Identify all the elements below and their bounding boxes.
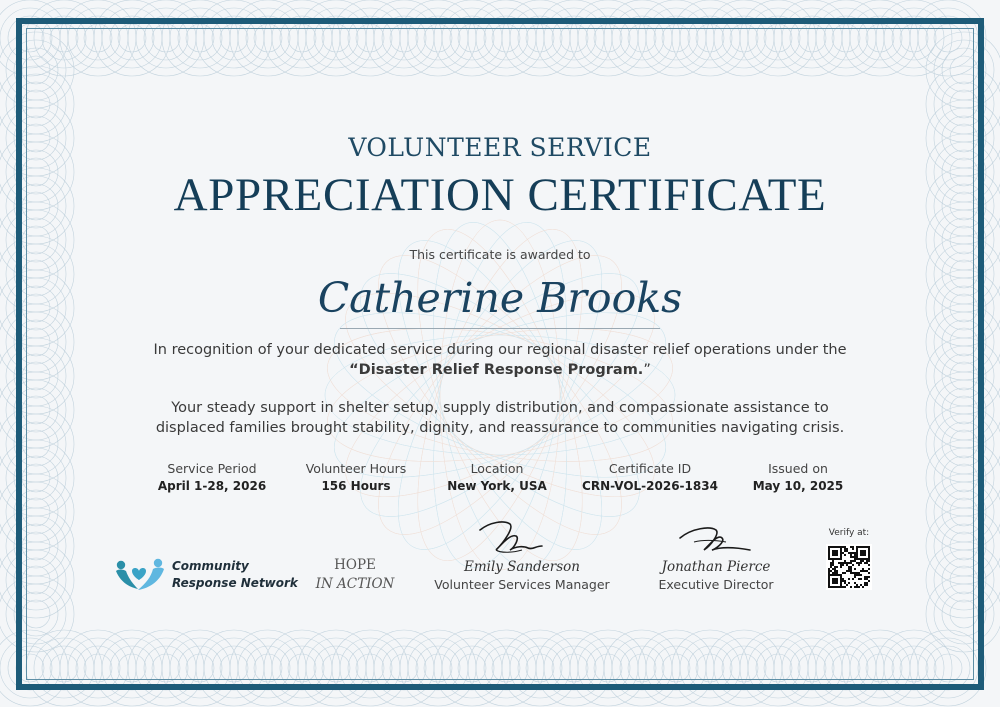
people-heart-icon: [114, 557, 166, 593]
detail-service-period: [132, 460, 292, 495]
signature-jonathan-pierce: [674, 520, 758, 556]
signer-name: Jonathan Pierce: [661, 559, 771, 575]
organization-name-line-1: Community: [172, 559, 249, 573]
support-line-1: Your steady support in shelter setup, supply distribution, and compassionate assistance to: [171, 400, 829, 416]
detail-certificate-id: [570, 460, 730, 495]
detail-label: Location: [470, 461, 524, 476]
detail-issued-on: [718, 460, 878, 495]
verify-label: Verify at:: [828, 528, 870, 538]
detail-volunteer-hours: [276, 460, 436, 495]
signature-block-director: [636, 558, 796, 593]
organization-motto: [300, 556, 410, 594]
detail-label: Issued on: [768, 461, 828, 476]
motto-line-1: HOPE: [334, 557, 376, 573]
closing-quote: ”: [643, 362, 651, 378]
signer-title: Volunteer Services Manager: [434, 577, 610, 592]
detail-label: Service Period: [167, 461, 257, 476]
name-underline: [340, 328, 660, 329]
support-paragraph: [0, 398, 1000, 438]
signer-name: Emily Sanderson: [463, 559, 581, 575]
motto-line-2: IN ACTION: [315, 576, 395, 592]
awarded-text: This certificate is awarded to: [409, 247, 591, 262]
certificate-title: APPRECIATION CERTIFICATE: [173, 169, 827, 221]
detail-label: Volunteer Hours: [305, 461, 407, 476]
detail-value: April 1-28, 2026: [157, 479, 267, 493]
certificate-subtitle: VOLUNTEER SERVICE: [348, 133, 652, 162]
signer-title: Executive Director: [658, 577, 774, 592]
detail-location: [417, 460, 577, 495]
organization-name-line-2: Response Network: [172, 576, 298, 590]
recipient-name: Catherine Brooks: [317, 274, 683, 322]
signature-block-manager: [430, 558, 614, 593]
detail-value: CRN-VOL-2026-1834: [582, 479, 718, 493]
detail-value: 156 Hours: [321, 479, 391, 493]
recognition-line: In recognition of your dedicated service during our regional disaster relief operations under the: [153, 342, 847, 358]
organization-name: [172, 558, 298, 592]
recognition-paragraph: [0, 340, 1000, 380]
detail-value: May 10, 2025: [752, 479, 844, 493]
detail-value: New York, USA: [447, 479, 547, 493]
qr-code-icon[interactable]: [826, 544, 872, 590]
detail-label: Certificate ID: [608, 461, 692, 476]
support-line-2: displaced families brought stability, dignity, and reassurance to communities navigating crisis.: [155, 420, 845, 436]
program-name: “Disaster Relief Response Program.: [349, 362, 644, 378]
signature-emily-sanderson: [470, 516, 560, 558]
